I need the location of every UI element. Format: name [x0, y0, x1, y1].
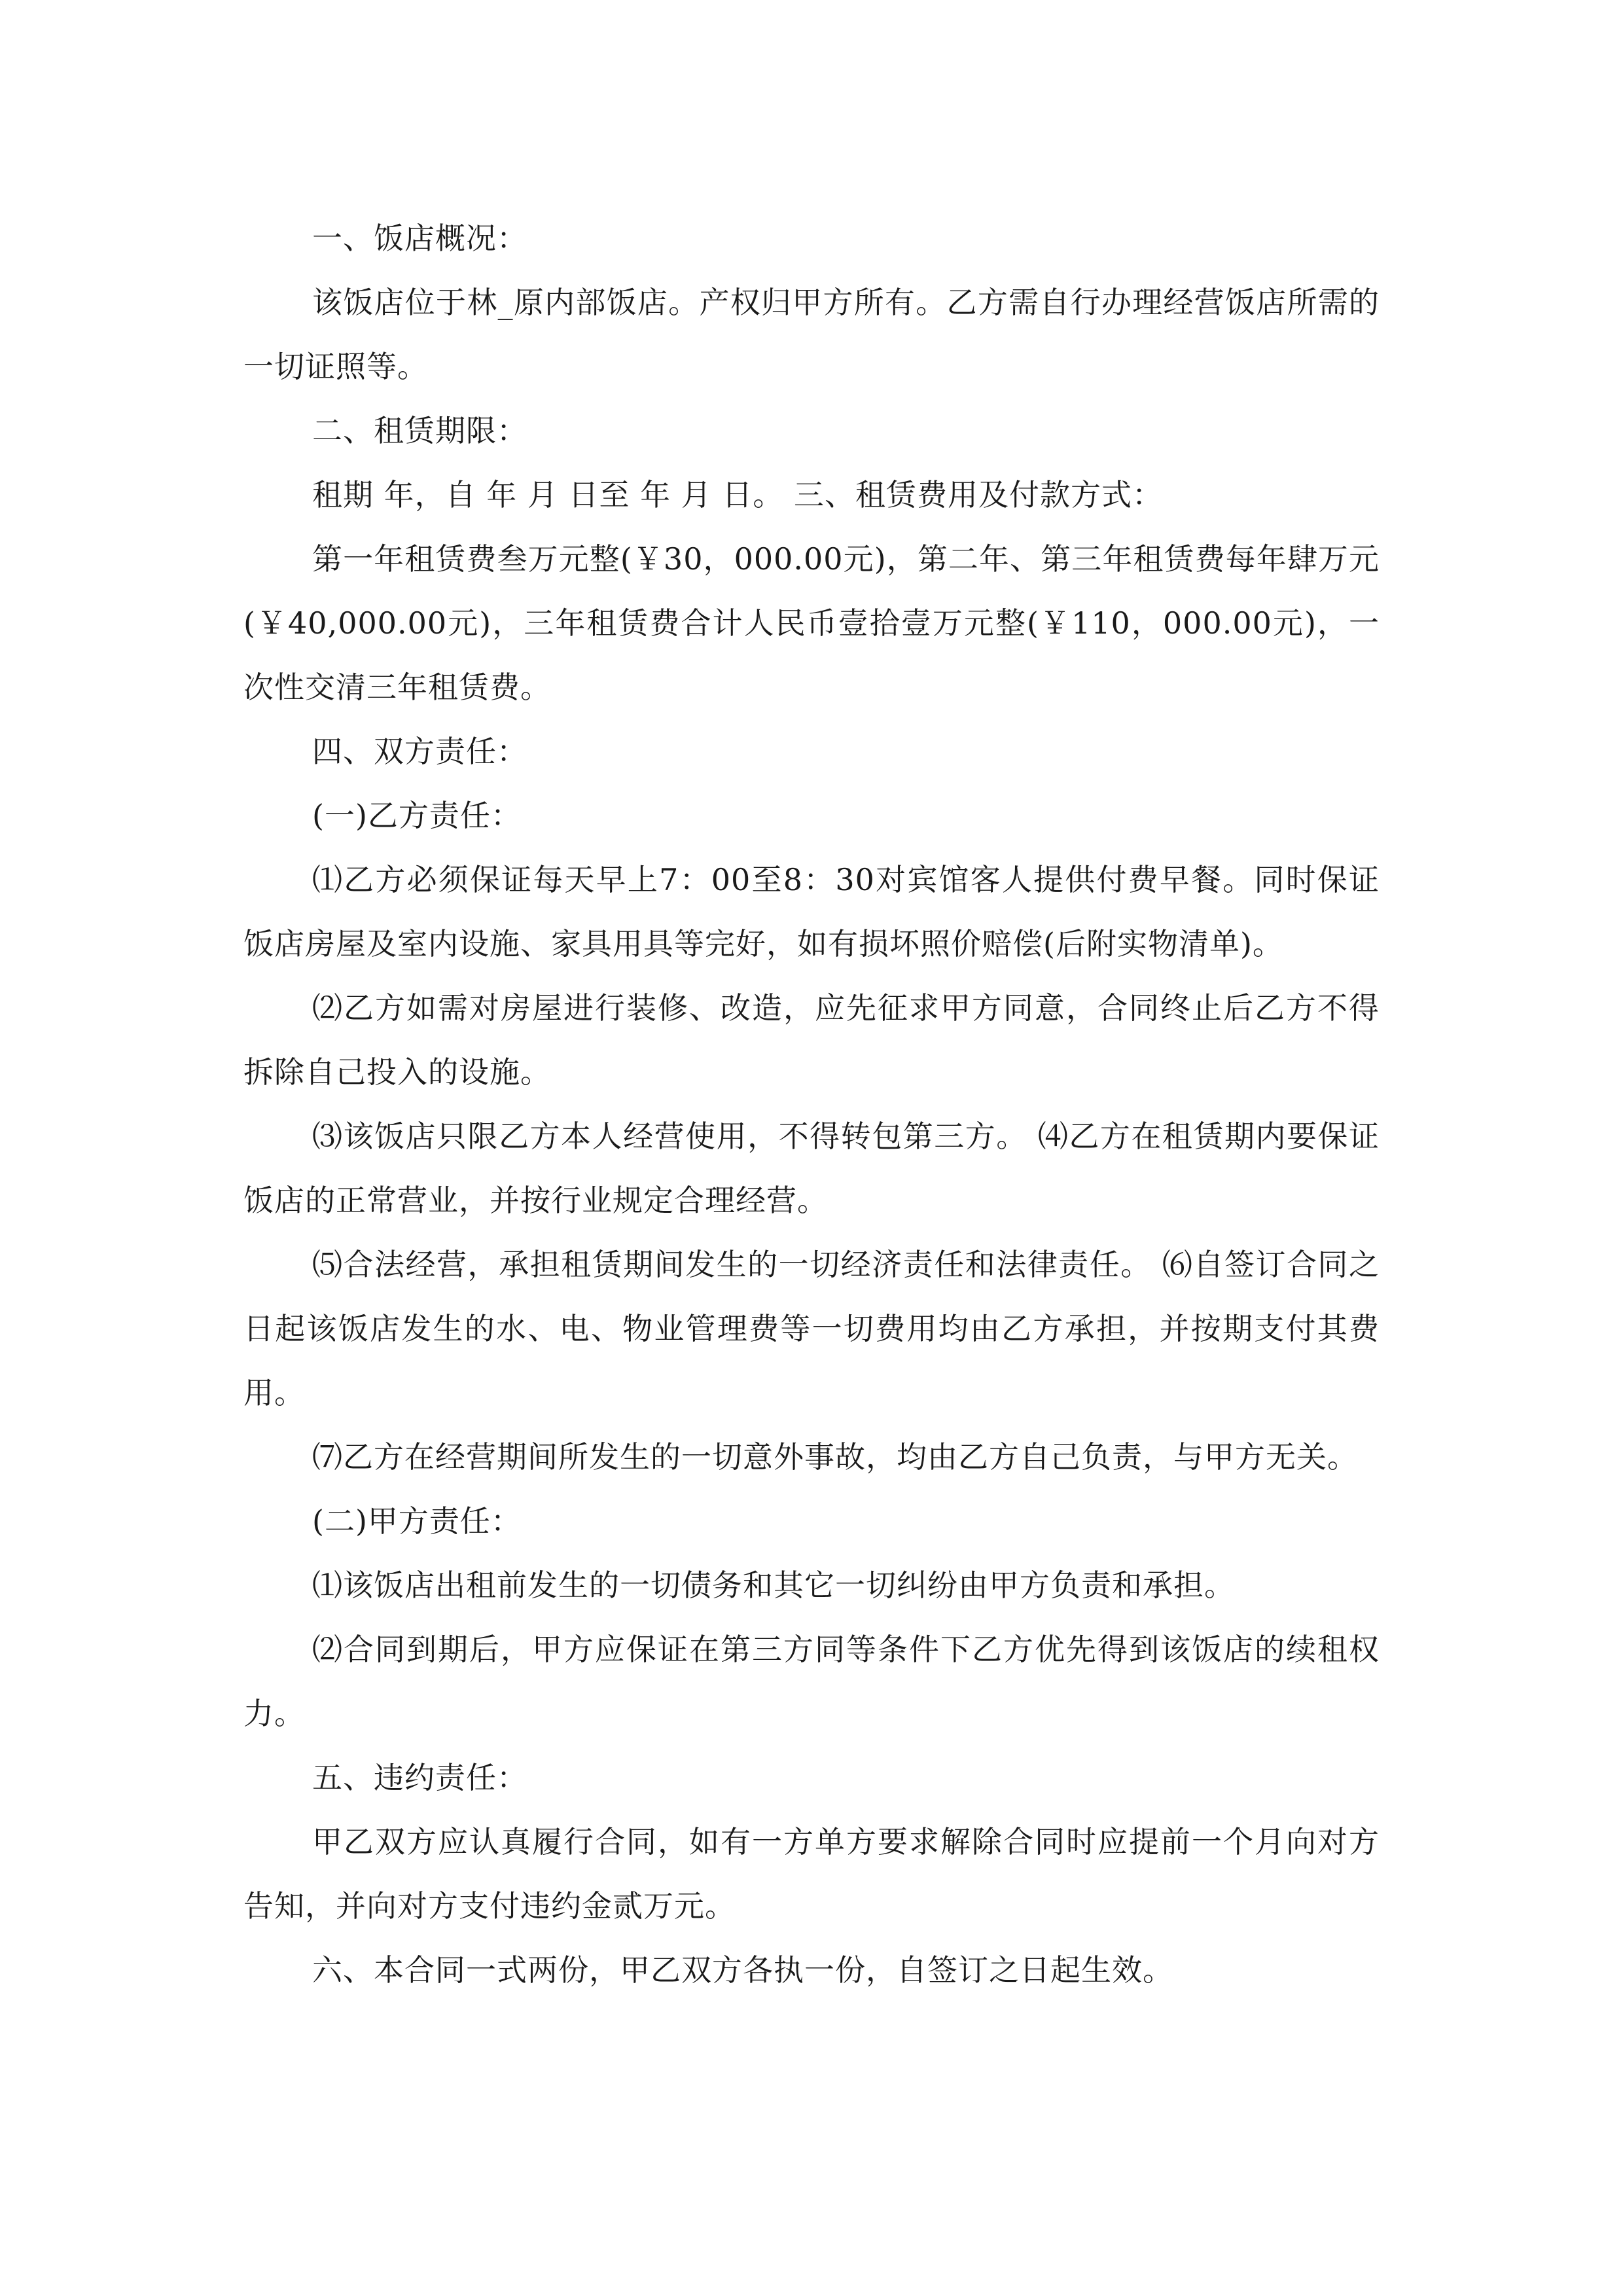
section-heading-term: 二、租赁期限：	[312, 413, 527, 448]
clause-b-7: ⑺乙方在经营期间所发生的一切意外事故，均由乙方自己负责，与甲方无关。	[312, 1439, 1358, 1475]
clause-b-2: ⑵乙方如需对房屋进行装修、改造，应先征求甲方同意，合同终止后乙方不得拆除自己投入的设施。	[243, 990, 1380, 1090]
subsection-heading-party-a: (二)甲方责任：	[312, 1503, 522, 1539]
subsection-heading-party-b: (一)乙方责任：	[312, 798, 522, 833]
paragraph-overview: 该饭店位于林_原内部饭店。产权归甲方所有。乙方需自行办理经营饭店所需的一切证照等。	[243, 285, 1380, 384]
clause-a-2: ⑵合同到期后，甲方应保证在第三方同等条件下乙方优先得到该饭店的续租权力。	[243, 1632, 1380, 1731]
paragraph-breach: 甲乙双方应认真履行合同，如有一方单方要求解除合同时应提前一个月向对方告知，并向对方支付违约金贰万元。	[243, 1824, 1380, 1924]
section-heading-responsibilities: 四、双方责任：	[312, 734, 527, 769]
paragraph-term: 租期 年，自 年 月 日至 年 月 日。 三、租赁费用及付款方式：	[312, 477, 1163, 512]
paragraph-rent: 第一年租赁费叁万元整(￥30，000.00元)，第二年、第三年租赁费每年肆万元(￥40,000.00元)，三年租赁费合计人民币壹拾壹万元整(￥110，000.00元)，一次性交清三年租赁费。	[243, 541, 1380, 705]
clause-b-1: ⑴乙方必须保证每天早上7：00至8：30对宾馆客人提供付费早餐。同时保证饭店房屋及室内设施、家具用具等完好，如有损坏照价赔偿(后附实物清单)。	[243, 862, 1380, 961]
paragraph-copies: 六、本合同一式两份，甲乙双方各执一份，自签订之日起生效。	[312, 1952, 1173, 1988]
section-heading-breach: 五、违约责任：	[312, 1760, 527, 1795]
section-heading-overview: 一、饭店概况：	[312, 221, 527, 256]
clause-a-1: ⑴该饭店出租前发生的一切债务和其它一切纠纷由甲方负责和承担。	[312, 1568, 1235, 1603]
document-body	[243, 206, 1380, 2002]
clause-b-3-4: ⑶该饭店只限乙方本人经营使用，不得转包第三方。 ⑷乙方在租赁期内要保证饭店的正常营业，并按行业规定合理经营。	[243, 1119, 1380, 1218]
clause-b-5-6: ⑸合法经营，承担租赁期间发生的一切经济责任和法律责任。 ⑹自签订合同之日起该饭店发生的水、电、物业管理费等一切费用均由乙方承担，并按期支付其费用。	[243, 1247, 1380, 1410]
